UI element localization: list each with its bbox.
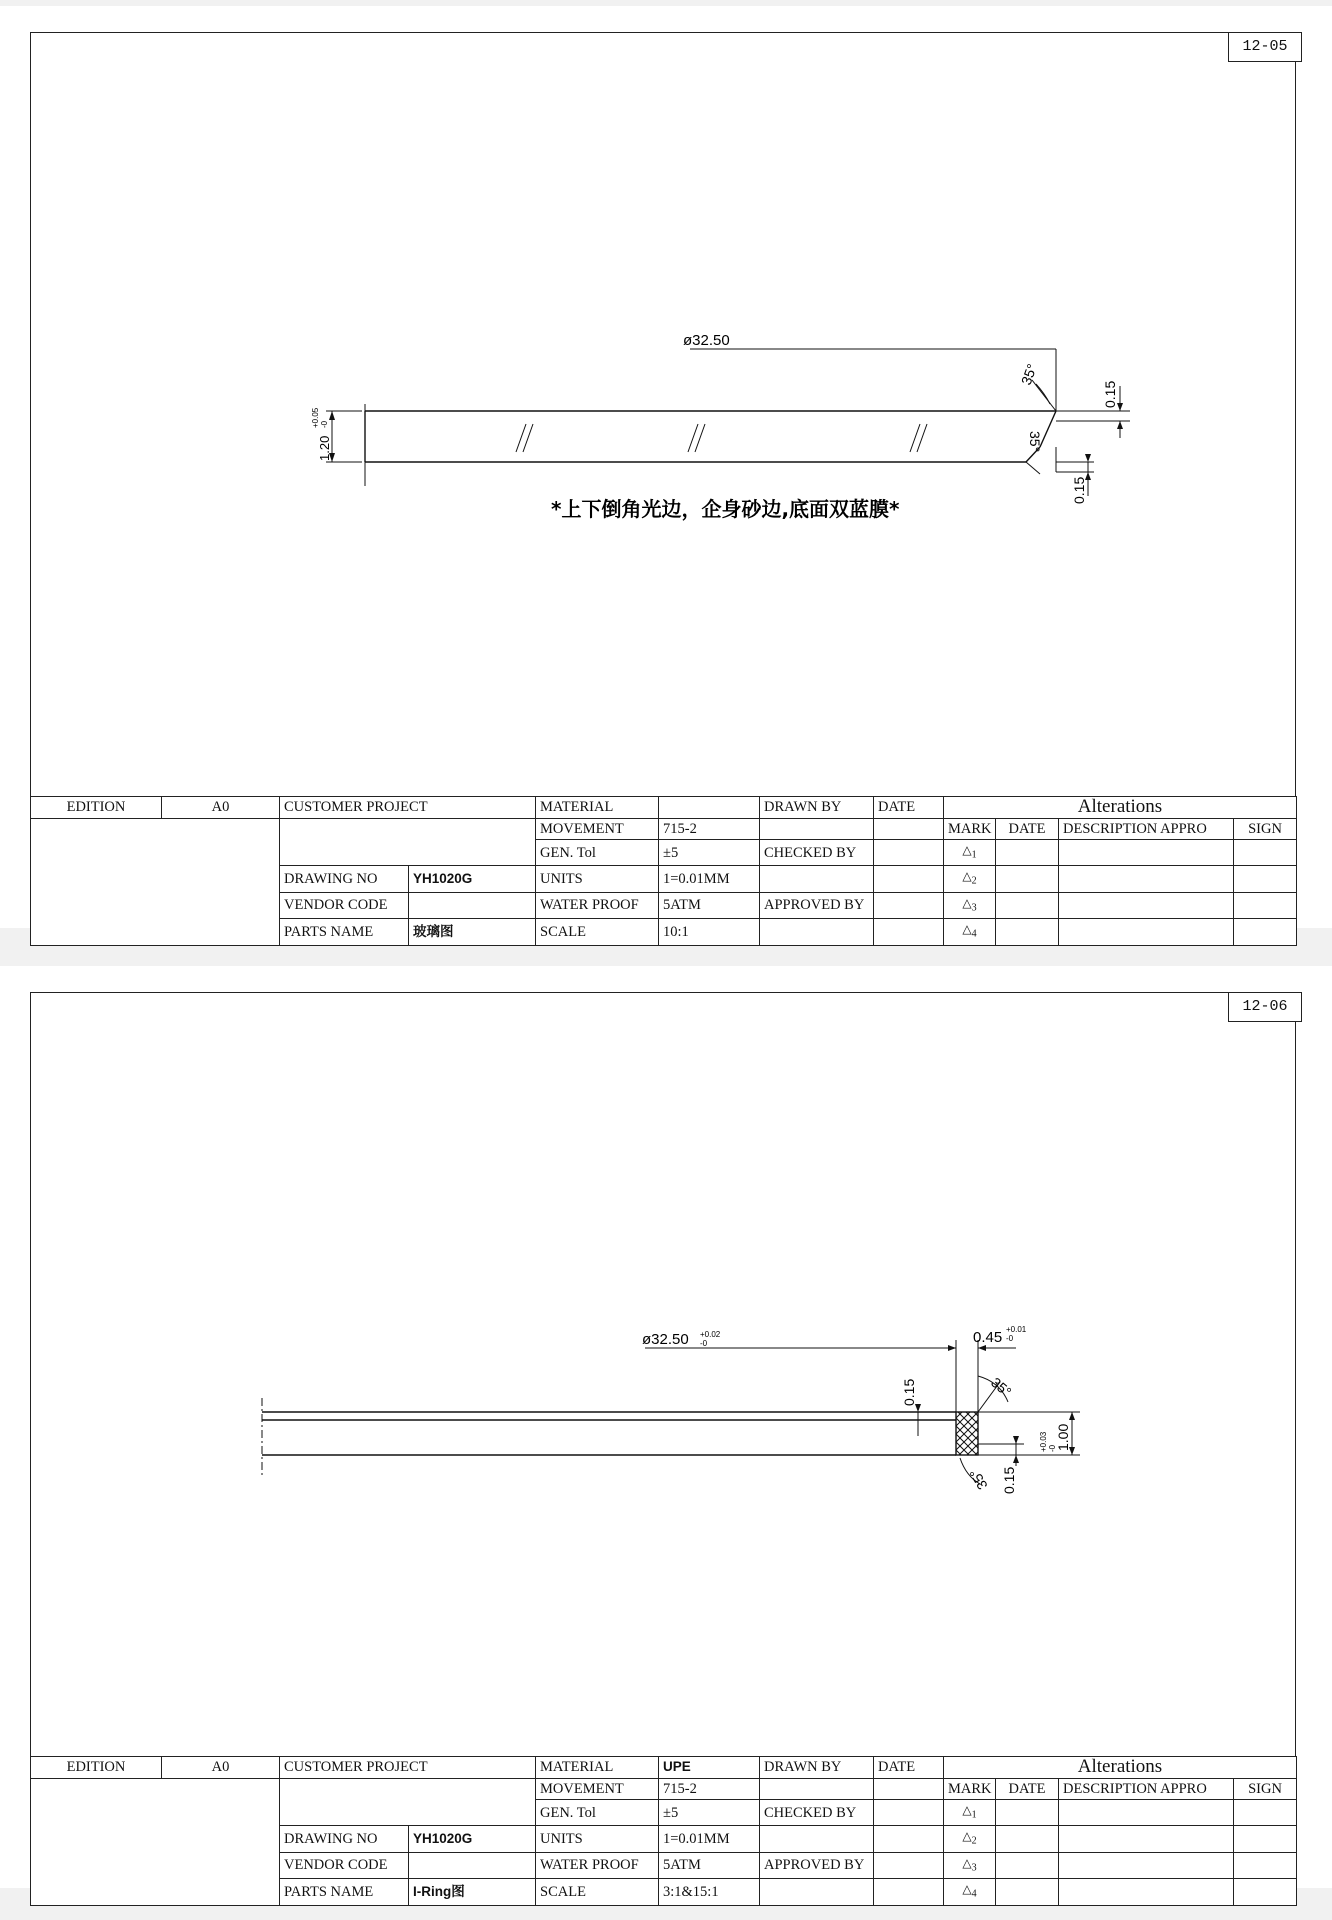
glass-section-drawing [0,6,1332,806]
revision-mark-1: $\triangle_1$ [944,840,996,866]
drawing-no-label: DRAWING NO [280,866,409,892]
gen-tol-label: GEN. Tol [536,840,659,866]
revision-mark-1: $\triangle_1$ [944,1800,996,1826]
scale-label: SCALE [536,1879,659,1905]
vendor-code-value [409,892,536,918]
gen-tol-label: GEN. Tol [536,1800,659,1826]
parts-name-value: I-Ring图 [409,1879,536,1905]
vendor-code-label: VENDOR CODE [280,1852,409,1878]
dim-thickness: 1.20 [317,435,332,461]
material-value [659,797,760,819]
sign-label: SIGN [1234,1778,1297,1800]
gen-tol-value: ±5 [659,1800,760,1826]
dim-width: 0.45 [973,1329,1003,1346]
revision-mark-4: $\triangle_4$ [944,919,996,945]
dim-step-bottom: 0.15 [1001,1466,1017,1494]
ring-profile-hatch [956,1412,978,1455]
gen-tol-value: ±5 [659,840,760,866]
sign-label: SIGN [1234,818,1297,840]
dim-diameter-tol-minus: -0 [700,1339,708,1348]
edition-label: EDITION [31,797,162,819]
movement-value: 715-2 [659,1778,760,1800]
edition-value: A0 [162,1757,280,1779]
water-proof-value: 5ATM [659,892,760,918]
edition-value: A0 [162,797,280,819]
dim-height-tol-minus: -0 [1048,1444,1057,1452]
customer-project-label: CUSTOMER PROJECT [280,797,536,819]
vendor-code-value [409,1852,536,1878]
date-label: DATE [874,797,944,819]
alterations-label: Alterations [944,797,1297,819]
revision-mark-4: $\triangle_4$ [944,1879,996,1905]
units-value: 1=0.01MM [659,866,760,892]
alt-date-label: DATE [996,1778,1059,1800]
drawn-by-label: DRAWN BY [760,797,874,819]
dim-thickness-tol-minus: -0 [320,420,329,428]
mark-label: MARK [944,1778,996,1800]
sheet-number: 12-06 [1228,992,1302,1022]
dim-diameter: ø32.50 [642,1331,689,1348]
title-block [30,796,1297,946]
dim-angle-bottom: 35° [1027,431,1043,453]
dim-angle-top: 35° [988,1374,1015,1400]
revision-mark-3: $\triangle_3$ [944,892,996,918]
customer-project-label: CUSTOMER PROJECT [280,1757,536,1779]
checked-by-label: CHECKED BY [760,1800,874,1826]
dim-diameter-tol-plus: +0.02 [700,1330,721,1339]
water-proof-label: WATER PROOF [536,892,659,918]
revision-mark-2: $\triangle_2$ [944,1826,996,1852]
units-value: 1=0.01MM [659,1826,760,1852]
revision-mark-3: $\triangle_3$ [944,1852,996,1878]
dim-step-top: 0.15 [901,1378,917,1406]
dim-angle-top: 35° [1017,361,1041,388]
iring-section-drawing [0,966,1332,1766]
drawing-sheet-1 [0,6,1332,940]
mark-label: MARK [944,818,996,840]
parts-name-label: PARTS NAME [280,919,409,945]
parts-name-label: PARTS NAME [280,1879,409,1905]
water-proof-value: 5ATM [659,1852,760,1878]
dim-width-tol-plus: +0.01 [1006,1325,1027,1334]
revision-mark-2: $\triangle_2$ [944,866,996,892]
dim-chamfer-bottom: 0.15 [1071,476,1087,504]
vendor-code-label: VENDOR CODE [280,892,409,918]
material-label: MATERIAL [536,797,659,819]
date-label: DATE [874,1757,944,1779]
units-label: UNITS [536,1826,659,1852]
drawn-by-label: DRAWN BY [760,1757,874,1779]
movement-value: 715-2 [659,818,760,840]
alt-date-label: DATE [996,818,1059,840]
approved-by-label: APPROVED BY [760,892,874,918]
units-label: UNITS [536,866,659,892]
scale-value: 3:1&15:1 [659,1879,760,1905]
material-label: MATERIAL [536,1757,659,1779]
edition-label: EDITION [31,1757,162,1779]
title-block [30,1756,1297,1906]
description-label: DESCRIPTION APPRO [1059,1778,1234,1800]
movement-label: MOVEMENT [536,818,659,840]
drawing-no-value: YH1020G [409,866,536,892]
drawing-no-label: DRAWING NO [280,1826,409,1852]
alterations-label: Alterations [944,1757,1297,1779]
parts-name-value: 玻璃图 [409,919,536,945]
scale-value: 10:1 [659,919,760,945]
dim-diameter: ø32.50 [683,332,730,349]
dim-width-tol-minus: -0 [1006,1334,1014,1343]
description-label: DESCRIPTION APPRO [1059,818,1234,840]
movement-label: MOVEMENT [536,1778,659,1800]
drawing-no-value: YH1020G [409,1826,536,1852]
drawing-note: *上下倒角光边，企身砂边,底面双蓝膜* [551,497,900,521]
water-proof-label: WATER PROOF [536,1852,659,1878]
dim-height: 1.00 [1055,1423,1071,1451]
dim-chamfer-top: 0.15 [1102,380,1118,408]
sheet-number: 12-05 [1228,32,1302,62]
material-value: UPE [659,1757,760,1779]
drawing-sheet-2 [0,966,1332,1900]
dim-thickness-tol-plus: +0.05 [311,407,320,428]
dim-angle-bottom: 35° [966,1466,991,1493]
scale-label: SCALE [536,919,659,945]
checked-by-label: CHECKED BY [760,840,874,866]
approved-by-label: APPROVED BY [760,1852,874,1878]
dim-height-tol-plus: +0.03 [1039,1431,1048,1452]
